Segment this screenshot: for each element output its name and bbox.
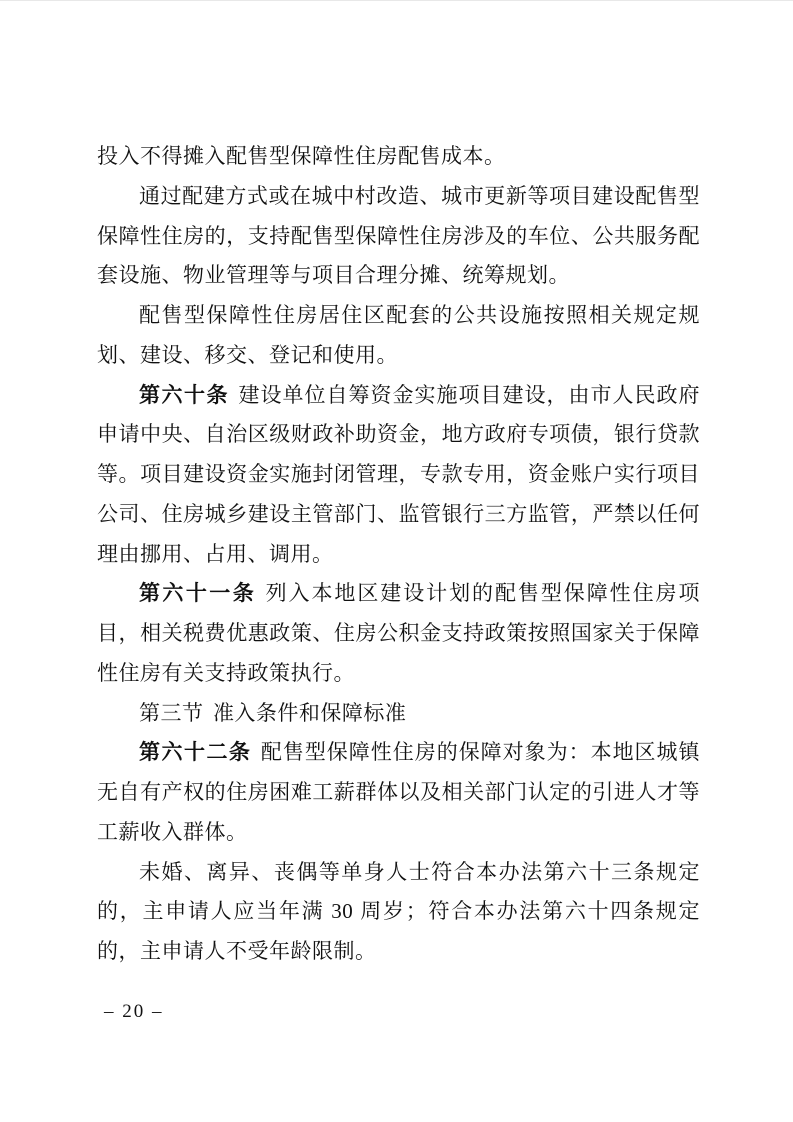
article-paragraph: 第六十二条 配售型保障性住房的保障对象为：本地区城镇无自有产权的住房困难工薪群体以及相关部门认定的引进人才等工薪收入群体。 — [97, 740, 701, 844]
page-number: – 20 – — [104, 1001, 164, 1022]
section-number: 第三节 — [139, 700, 204, 725]
document-body — [97, 137, 700, 972]
continuation-paragraph: 投入不得摊入配售型保障性住房配售成本。 — [97, 144, 506, 168]
article-number: 第六十条 — [139, 383, 230, 407]
body-paragraph: 未婚、离异、丧偶等单身人士符合本办法第六十三条规定的，主申请人应当年满 30 周岁；符合本办法第六十四条规定的，主申请人不受年龄限制。 — [97, 859, 700, 963]
article-paragraph: 第六十条 建设单位自筹资金实施项目建设，由市人民政府申请中央、自治区级财政补助资金，地方政府专项债，银行贷款等。项目建设资金实施封闭管理，专款专用，资金账户实行项目公司、住房城乡建设主管部门、监管银行三方监管，严禁以任何理由挪用、占用、调用。 — [97, 382, 701, 566]
section-heading: 第三节 准入条件和保障标准 — [139, 700, 407, 725]
article-number: 第六十二条 — [139, 741, 252, 765]
body-paragraph: 通过配建方式或在城中村改造、城市更新等项目建设配售型保障性住房的，支持配售型保障性住房涉及的车位、公共服务配套设施、物业管理等与项目合理分摊、统筹规划。 — [97, 183, 700, 288]
article-paragraph: 第六十一条 列入本地区建设计划的配售型保障性住房项目，相关税费优惠政策、住房公积金支持政策按照国家关于保障性住房有关支持政策执行。 — [97, 581, 700, 685]
article-number: 第六十一条 — [139, 582, 257, 606]
body-paragraph: 配售型保障性住房居住区配套的公共设施按照相关规定规划、建设、移交、登记和使用。 — [97, 303, 700, 367]
